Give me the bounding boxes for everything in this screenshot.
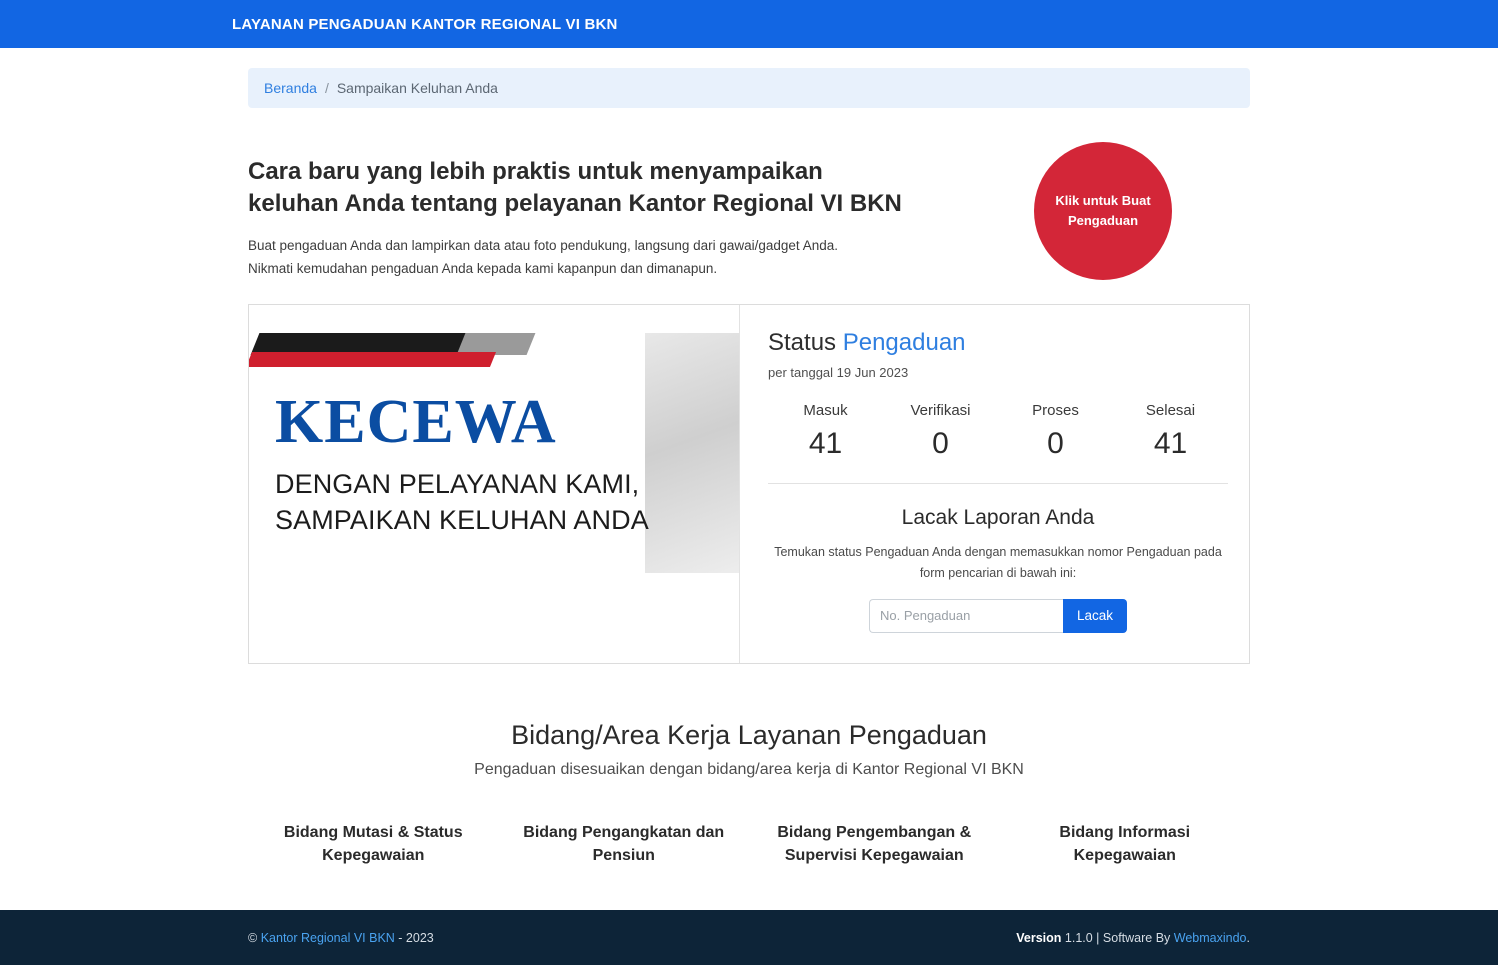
stat-selesai-value: 41 <box>1153 427 1188 460</box>
hero-paragraph-line1: Buat pengaduan Anda dan lampirkan data atau foto pendukung, langsung dari gawai/gadget Anda. <box>248 237 838 253</box>
poster-stripe-red <box>249 352 496 367</box>
stat-masuk <box>768 402 883 461</box>
status-title-plain: Status <box>768 329 843 356</box>
status-card <box>248 304 1250 664</box>
bidang-item-informasi[interactable]: Bidang Informasi Kepegawaian <box>1059 824 1191 865</box>
breadcrumb-current: Sampaikan Keluhan Anda <box>336 80 498 96</box>
bidang-title: Bidang/Area Kerja Layanan Pengaduan <box>511 720 987 750</box>
footer-inner <box>248 931 1250 945</box>
poster-panel <box>249 305 739 663</box>
hero-heading <box>248 156 948 221</box>
track-submit-button[interactable]: Lacak <box>1063 599 1127 633</box>
bidang-item-pengembangan[interactable]: Bidang Pengembangan & Supervisi Kepegawaian <box>777 824 972 865</box>
breadcrumb-link-home[interactable]: Beranda <box>264 80 317 96</box>
hero-heading-line2: keluhan Anda tentang pelayanan Kantor Regional VI BKN <box>248 190 902 218</box>
bidang-list <box>248 821 1250 867</box>
stat-proses-label: Proses <box>1032 402 1079 419</box>
hero-section <box>248 156 1250 286</box>
stat-selesai-label: Selesai <box>1145 402 1196 419</box>
status-date: per tanggal 19 Jun 2023 <box>768 365 909 380</box>
footer-vendor-link[interactable]: Webmaxindo <box>1173 930 1247 945</box>
footer-version-label: Version <box>1016 930 1062 945</box>
complaint-number-input[interactable] <box>869 599 1063 633</box>
poster-line3: SAMPAIKAN KELUHAN ANDA <box>275 505 649 535</box>
status-stats <box>768 402 1228 484</box>
footer-version <box>1016 931 1250 945</box>
hero-heading-line1: Cara baru yang lebih praktis untuk menyampaikan <box>248 158 823 185</box>
hero-paragraph <box>248 235 948 281</box>
create-complaint-button[interactable]: Klik untuk Buat Pengaduan <box>1034 142 1172 280</box>
stat-verifikasi-value: 0 <box>932 427 949 460</box>
breadcrumb <box>248 68 1250 108</box>
footer-version-number: 1.1.0 | Software By <box>1064 930 1171 945</box>
top-header-bar <box>0 0 1498 48</box>
stat-proses <box>998 402 1113 461</box>
poster-title: KECEWA <box>275 388 557 456</box>
footer-period: . <box>1246 930 1250 945</box>
hero-paragraph-line2: Nikmati kemudahan pengaduan Anda kepada kami kapanpun dan dimanapun. <box>248 260 718 276</box>
hero-text-block <box>248 156 948 281</box>
footer-copyright-symbol: © <box>248 930 258 945</box>
status-panel <box>739 305 1256 663</box>
breadcrumb-separator: / <box>324 80 329 96</box>
stat-verifikasi-label: Verifikasi <box>910 402 971 419</box>
stat-verifikasi <box>883 402 998 461</box>
stat-selesai <box>1113 402 1228 461</box>
status-title <box>768 329 1228 357</box>
poster-photo <box>645 333 739 573</box>
stat-masuk-label: Masuk <box>803 402 848 419</box>
footer-org-link[interactable]: Kantor Regional VI BKN <box>260 930 395 945</box>
track-description: Temukan status Pengaduan Anda dengan memasukkan nomor Pengaduan pada form pencarian di bawah ini: <box>774 545 1222 581</box>
track-title: Lacak Laporan Anda <box>901 506 1095 529</box>
stat-proses-value: 0 <box>1047 427 1064 460</box>
bidang-item-mutasi[interactable]: Bidang Mutasi & Status Kepegawaian <box>283 824 463 865</box>
footer-bar <box>0 910 1498 965</box>
bidang-subtitle: Pengaduan disesuaikan dengan bidang/area kerja di Kantor Regional VI BKN <box>474 761 1024 778</box>
stat-masuk-value: 41 <box>808 427 843 460</box>
app-title: LAYANAN PENGADUAN KANTOR REGIONAL VI BKN <box>232 15 618 33</box>
footer-copyright <box>248 931 434 945</box>
poster-line2: DENGAN PELAYANAN KAMI, <box>275 469 640 499</box>
bidang-item-pengangkatan[interactable]: Bidang Pengangkatan dan Pensiun <box>523 824 725 865</box>
footer-year: - 2023 <box>398 930 434 945</box>
track-report-section <box>768 506 1228 633</box>
status-title-highlight: Pengaduan <box>842 329 966 356</box>
bidang-section <box>248 720 1250 867</box>
track-form <box>768 599 1228 633</box>
poster-image <box>249 333 739 573</box>
main-container <box>248 48 1250 867</box>
